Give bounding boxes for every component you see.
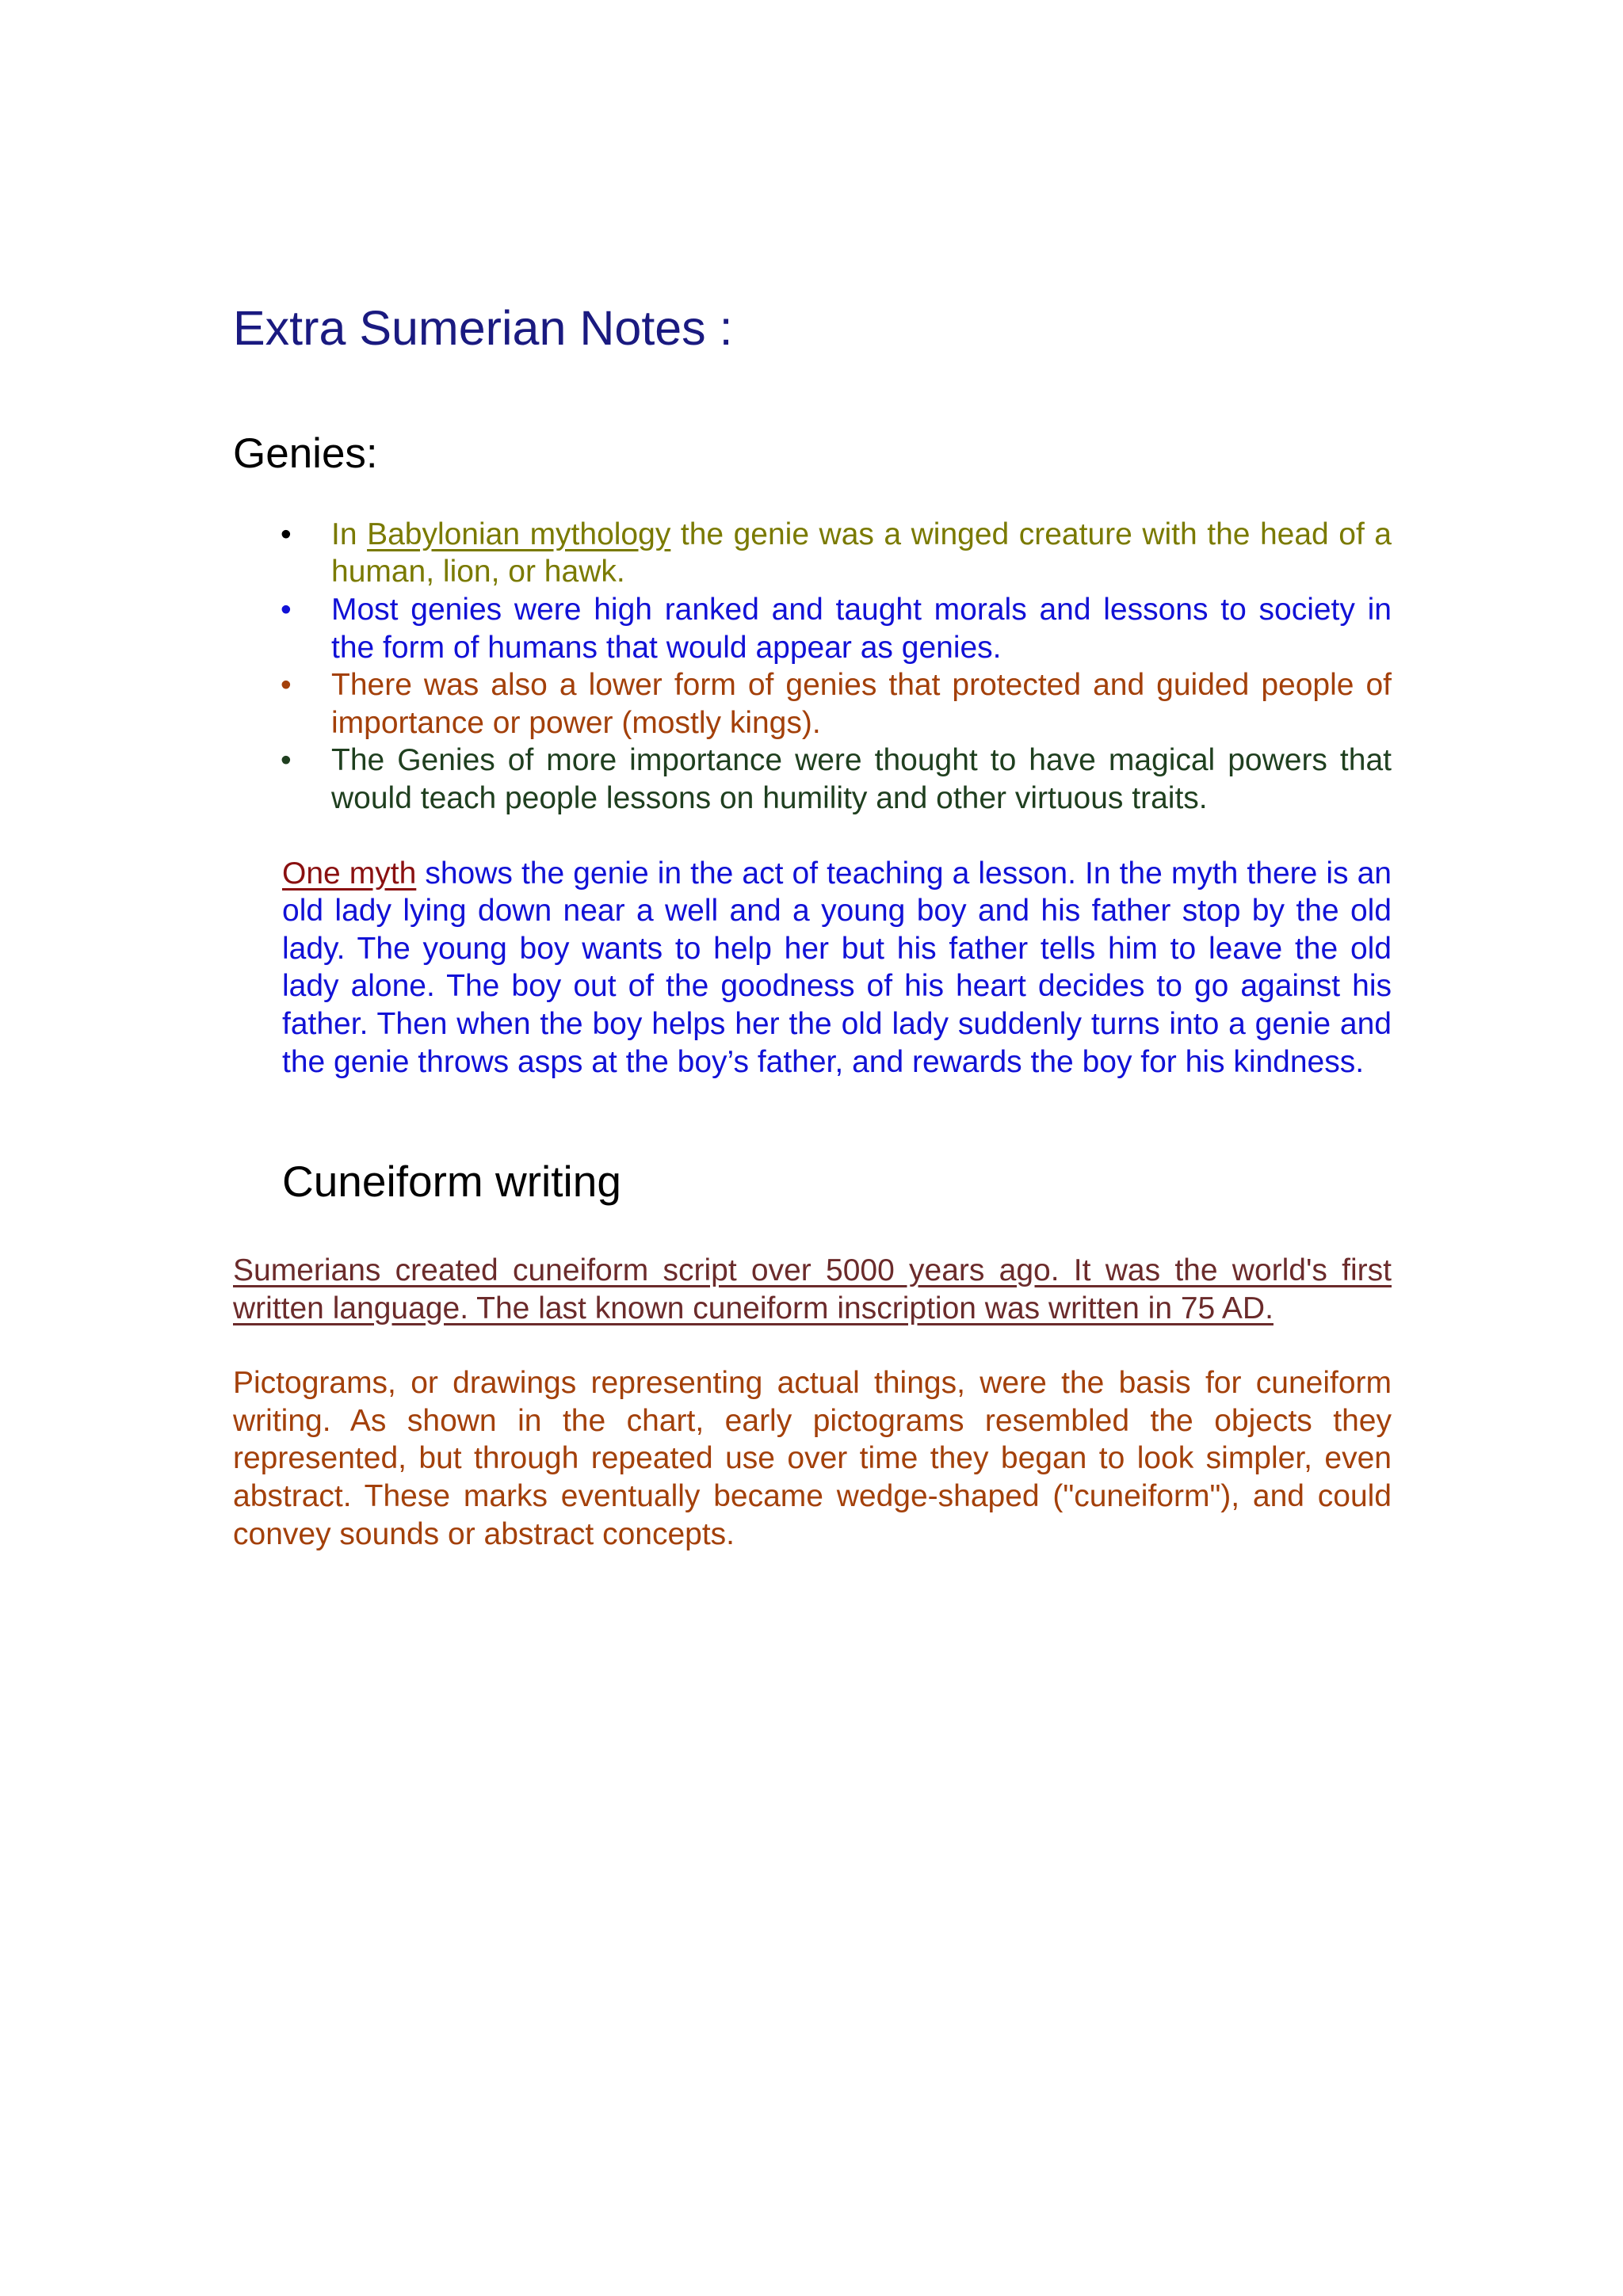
bullet-icon: •: [281, 592, 292, 627]
pictograms-paragraph: Pictograms, or drawings representing actual things, were the basis for cuneiform writing. As shown in the chart, early pictograms resembled the objects they represented, but through repeated use over time they began to look simpler, even abstract. These marks eventually became wedge-shaped ("cuneiform"), and could convey sounds or abstract concepts.: [233, 1366, 1392, 1551]
page-title: Extra Sumerian Notes :: [233, 301, 733, 355]
item-prefix: In: [331, 517, 368, 551]
list-item: [233, 591, 1392, 666]
genies-heading: Genies:: [233, 430, 378, 478]
item-text: The Genies of more importance were thought to have magical powers that would teach people lessons on humility and other virtuous traits.: [331, 743, 1392, 815]
sumerians-paragraph[interactable]: Sumerians created cuneiform script over 5000 years ago. It was the world's first written language. The last known cuneiform inscription was written in 75 AD.: [233, 1253, 1392, 1325]
bullet-icon: •: [281, 668, 292, 703]
myth-paragraph: [282, 855, 1392, 1081]
item-text: There was also a lower form of genies that protected and guided people of importance or power (mostly kings).: [331, 668, 1392, 740]
bullet-icon: •: [281, 743, 292, 778]
cuneiform-heading: Cuneiform writing: [282, 1157, 621, 1207]
babylonian-mythology-link[interactable]: Babylonian mythology: [367, 517, 671, 551]
item-text: the genie was a winged creature with the head of a human, lion, or hawk.: [331, 517, 1392, 589]
genies-bullet-list: [233, 516, 1392, 818]
bullet-icon: •: [281, 517, 292, 551]
item-text: Most genies were high ranked and taught morals and lessons to society in the form of humans that would appear as genies.: [331, 592, 1392, 665]
document-content: [233, 299, 1392, 1553]
list-item: [233, 666, 1392, 742]
one-myth-link[interactable]: One myth: [282, 856, 417, 891]
myth-text: shows the genie in the act of teaching a lesson. In the myth there is an old lady lying down near a well and a young boy and his father stop by the old lady. The young boy wants to help her but his father tells him to leave the old lady alone. The boy out of the goodness of his heart decides to go against his father. Then when the boy helps her the old lady suddenly turns into a genie and the genie throws asps at the boy’s father, and rewards the boy for his kindness.: [282, 856, 1392, 1079]
list-item: [233, 742, 1392, 817]
list-item: [233, 516, 1392, 591]
